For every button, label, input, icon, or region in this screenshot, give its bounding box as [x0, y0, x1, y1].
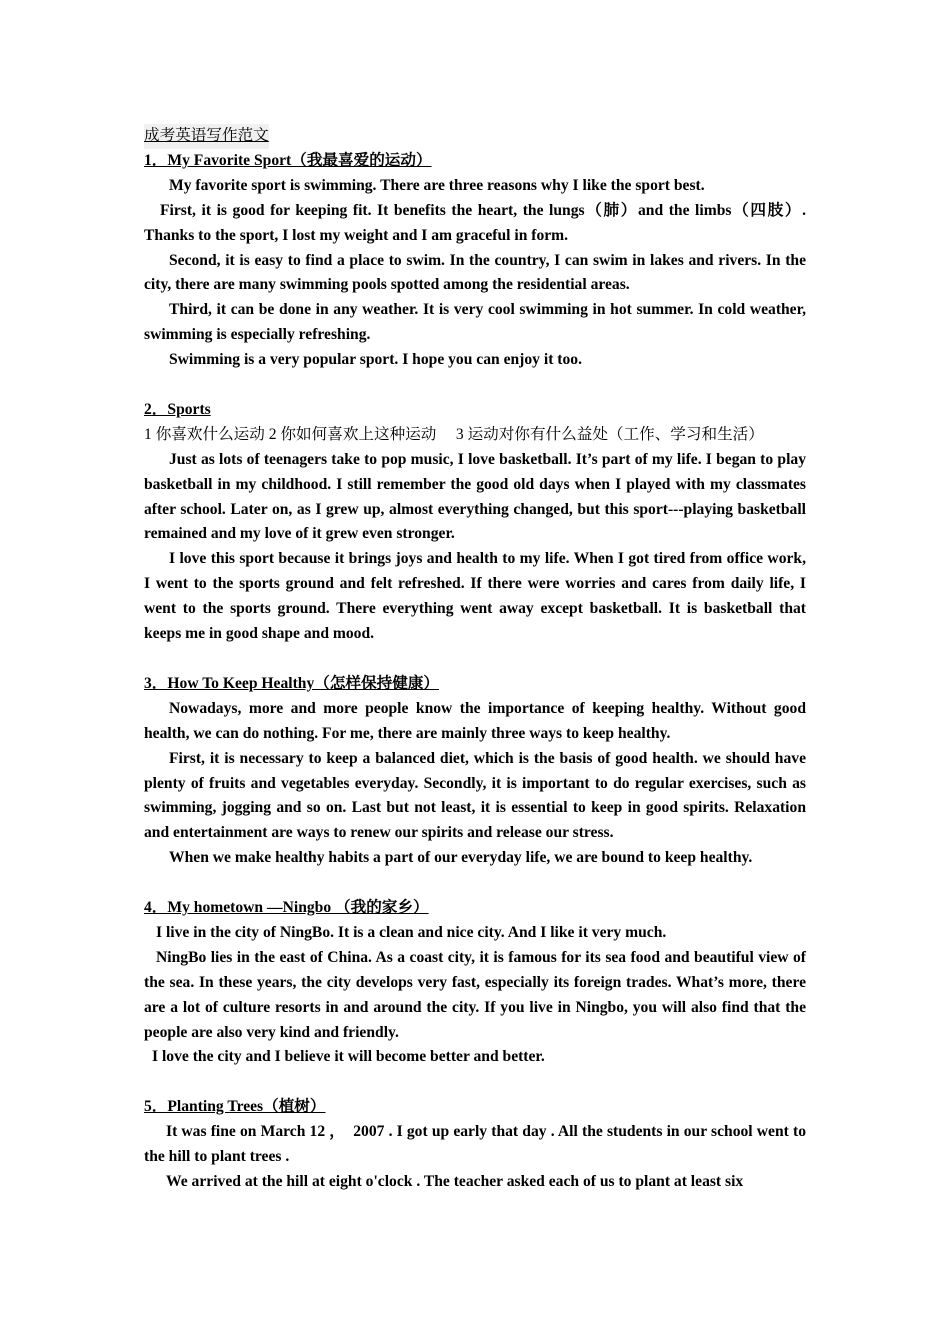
paragraph: NingBo lies in the east of China. As a coast city, it is famous for its sea food and beautiful view of the sea. In these years, the city develops very fast, especially its foreign trades. What’s more, there are a lot of culture resorts in and around the city. If you live in Ningbo, you will also find that the people are also very kind and friendly.	[144, 948, 806, 1041]
paragraph: Second, it is easy to find a place to swim. In the country, I can swim in lakes and rivers. In the city, there are many swimming pools spotted among the residential areas.	[144, 251, 806, 294]
paragraph: My favorite sport is swimming. There are three reasons why I like the sport best.	[169, 176, 705, 194]
paragraph: It was fine on March 12 ， 2007 . I got up early that day . All the students in our school went to the hill to plant trees .	[144, 1123, 806, 1166]
paragraph: I love the city and I believe it will become better and better.	[152, 1048, 545, 1066]
paragraph: Third, it can be done in any weather. It is very cool swimming in hot summer. In cold weather, swimming is especially refreshing.	[144, 301, 806, 344]
section-2-outline: 1 你喜欢什么运动 2 你如何喜欢上这种运动 3 运动对你有什么益处（工作、学习和生活）	[144, 425, 764, 443]
section-3-heading: 3．How To Keep Healthy（怎样保持健康）	[144, 674, 439, 692]
paragraph: Nowadays, more and more people know the importance of keeping healthy. Without good health, we can do nothing. For me, there are mainly three ways to keep healthy.	[144, 699, 806, 742]
paragraph: First, it is good for keeping fit. It benefits the heart, the lungs（肺）and the limbs（四肢）. Thanks to the sport, I lost my weight and I am graceful in form.	[144, 201, 806, 244]
section-2-heading: 2．Sports	[144, 400, 211, 418]
paragraph: I live in the city of NingBo. It is a clean and nice city. And I like it very much.	[156, 923, 667, 941]
section-4-heading: 4．My hometown —Ningbo （我的家乡）	[144, 899, 429, 917]
document-page	[144, 124, 806, 1195]
spacer	[144, 647, 806, 672]
paragraph: I love this sport because it brings joys and health to my life. When I got tired from office work, I went to the sports ground and felt refreshed. If there were worries and cares from daily life, I went to the sports ground. There everything went away except basketball. It is basketball that keeps me in good shape and mood.	[144, 550, 806, 643]
paragraph: When we make healthy habits a part of our everyday life, we are bound to keep healthy.	[169, 849, 753, 867]
paragraph: Just as lots of teenagers take to pop music, I love basketball. It’s part of my life. I began to play basketball in my childhood. I still remember the good old days when I played with my classmates after school. Later on, as I grew up, almost everything changed, but this sport---playing basketball remained and my love of it grew even stronger.	[144, 450, 806, 543]
paragraph: Swimming is a very popular sport. I hope you can enjoy it too.	[169, 351, 582, 369]
section-5-heading: 5．Planting Trees（植树）	[144, 1098, 326, 1116]
paragraph: First, it is necessary to keep a balanced diet, which is the basis of good health. we should have plenty of fruits and vegetables everyday. Secondly, it is important to do regular exercises, such as swimming, jogging and so on. Last but not least, it is essential to keep in good spirits. Relaxation and entertainment are ways to renew our spirits and release our stress.	[144, 749, 806, 842]
document-title: 成考英语写作范文	[144, 124, 269, 149]
spacer	[144, 871, 806, 896]
section-1-heading: 1．My Favorite Sport（我最喜爱的运动）	[144, 151, 432, 169]
spacer	[144, 1070, 806, 1095]
spacer	[144, 373, 806, 398]
paragraph: We arrived at the hill at eight o'clock . The teacher asked each of us to plant at least six	[166, 1173, 744, 1190]
